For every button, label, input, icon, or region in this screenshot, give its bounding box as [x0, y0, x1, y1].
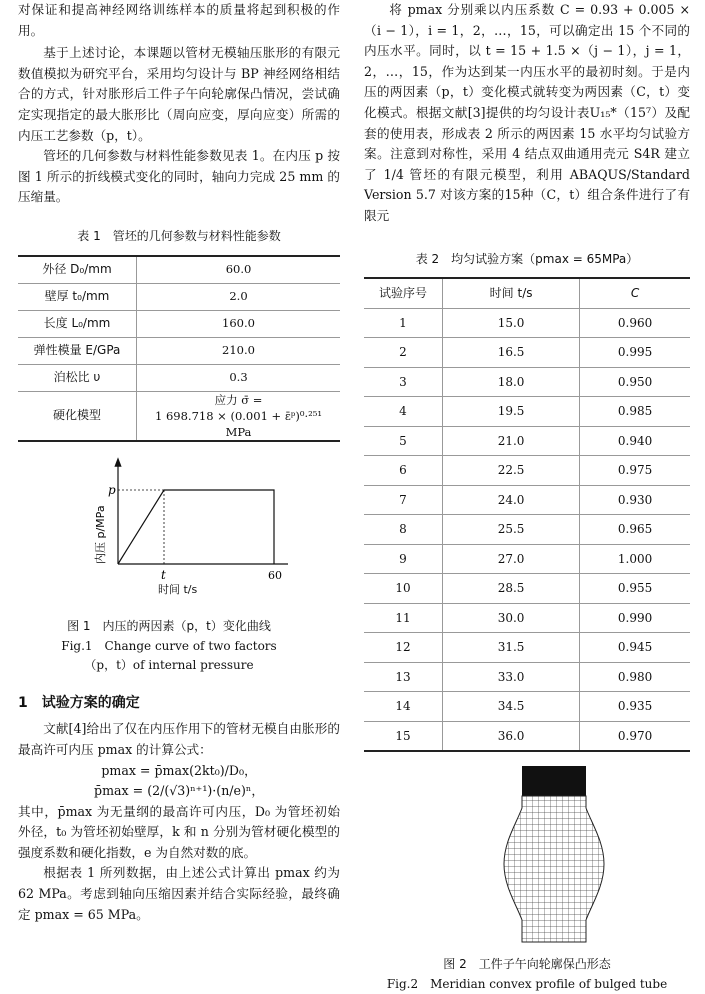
- table-cell: 0.930: [580, 485, 690, 515]
- table-cell: 5: [364, 426, 443, 456]
- table-cell: 0.940: [580, 426, 690, 456]
- table-row: [364, 574, 690, 604]
- table-cell: 13: [364, 662, 443, 692]
- table-cell: 0.980: [580, 662, 690, 692]
- table-row: [364, 338, 690, 368]
- column-header: C: [580, 278, 690, 308]
- table-cell: 硬化模型: [18, 391, 137, 441]
- table-cell: 0.970: [580, 721, 690, 751]
- table-row: [364, 397, 690, 427]
- table-cell: 60.0: [137, 256, 341, 284]
- left-column: [18, 0, 340, 925]
- table-cell: 27.0: [443, 544, 580, 574]
- paragraph: 将 pmax 分别乘以内压系数 C = 0.93 + 0.005 ×（i − 1），i = 1，2，…，15，可以确定出 15 个不同的内压水平。同时，以 t = 15 + 1.5 ×（j − 1），j = 1，2，…，15，作为达到某一内压水平的最初时刻。于是内压的两因素（p，t）变化模式就转变为两因素（C，t）变化模式。根据文献[3]提供的均匀设计表U₁₅*（15⁷）及配套的使用表，形成表 2 所示的两因素 15 水平均匀试验方案。注意到对称性，采用 4 结点双曲通用壳元 S4R 建立了 1/4 管坯的有限元模型，利用 ABAQUS/Standard Version 5.7 对该方案的15种（C，t）组合条件进行了有限元: [364, 2, 690, 223]
- table-cell: 0.965: [580, 515, 690, 545]
- table-row: [364, 603, 690, 633]
- figure1-caption-cn: 图 1 内压的两因素（p，t）变化曲线: [67, 619, 271, 634]
- table-cell: 30.0: [443, 603, 580, 633]
- table-row: [18, 283, 340, 310]
- paragraph: 文献[4]给出了仅在内压作用下的管材无模自由胀形的最高许可内压 pmax 的计算公式：: [18, 721, 340, 757]
- table-row: [364, 308, 690, 338]
- equation: p̄max = (2/(√3)ⁿ⁺¹)·(n/e)ⁿ，: [94, 783, 264, 799]
- table-cell: 19.5: [443, 397, 580, 427]
- column-header: 试验序号: [364, 278, 443, 308]
- section-title: 1 试验方案的确定: [18, 694, 140, 711]
- tube-clamp-top: [522, 766, 586, 796]
- figure1-caption-en: （p，t）of internal pressure: [84, 657, 254, 672]
- table-cell: 160.0: [137, 310, 341, 337]
- paragraph: 根据表 1 所列数据，由上述公式计算出 pmax 约为 62 MPa。考虑到轴向压缩因素并结合实际经验，最终确定 pmax = 65 MPa。: [18, 865, 340, 922]
- table-cell: 长度 L₀/mm: [18, 310, 137, 337]
- table-cell: 2: [364, 338, 443, 368]
- table-cell: 外径 D₀/mm: [18, 256, 137, 284]
- table-cell: 14: [364, 692, 443, 722]
- paragraph: 管坯的几何参数与材料性能参数见表 1。在内压 p 按图 1 所示的折线模式变化的同时，轴向力完成 25 mm 的压缩量。: [18, 148, 340, 205]
- table-cell: 弹性模量 E/GPa: [18, 337, 137, 364]
- table-cell: 1: [364, 308, 443, 338]
- table-cell: 28.5: [443, 574, 580, 604]
- table-row: [364, 544, 690, 574]
- paragraph: 对保证和提高神经网络训练样本的质量将起到积极的作用。: [18, 2, 340, 38]
- figure2-caption-en: Fig.2 Meridian convex profile of bulged tube: [386, 976, 668, 991]
- p-label: p: [108, 482, 116, 497]
- table-cell: 0.990: [580, 603, 690, 633]
- table-cell: 34.5: [443, 692, 580, 722]
- table-cell: 1.000: [580, 544, 690, 574]
- table2-caption: 表 2 均匀试验方案（pmax = 65MPa）: [415, 251, 639, 266]
- paragraph: 基于上述讨论，本课题以管材无模轴压胀形的有限元数值模拟为研究平台，采用均匀设计与 BP 神经网络相结合的方式，针对胀形后工件子午向轮廓保凸情况，尝试确定实现指定的最大胀形比（周向应变，厚向应变）所需的内压工艺参数（p，t）。: [18, 45, 340, 143]
- table-cell: 21.0: [443, 426, 580, 456]
- table-cell: 7: [364, 485, 443, 515]
- paragraph: 其中，p̄max 为无量纲的最高许可内压，D₀ 为管坯初始外径，t₀ 为管坯初始壁厚，k 和 n 分别为管材硬化模型的强度系数和硬化指数，e 为自然对数的底。: [18, 803, 340, 860]
- table-cell: 8: [364, 515, 443, 545]
- table-row: [364, 721, 690, 751]
- table-row: [18, 391, 340, 441]
- column-header: 时间 t/s: [443, 278, 580, 308]
- table-cell: 15: [364, 721, 443, 751]
- table1-caption: 表 1 管坯的几何参数与材料性能参数: [77, 228, 281, 243]
- end-tick-label: 60: [268, 568, 282, 582]
- table-row: [18, 256, 340, 284]
- x-axis-label: 时间 t/s: [158, 582, 198, 596]
- table-cell: 0.995: [580, 338, 690, 368]
- pressure-curve: [118, 490, 274, 564]
- table-cell: 0.985: [580, 397, 690, 427]
- table-cell: 0.3: [137, 364, 341, 391]
- table-row: [364, 515, 690, 545]
- table-cell: 0.935: [580, 692, 690, 722]
- table-cell: 6: [364, 456, 443, 486]
- table1: [18, 255, 340, 442]
- table-row: [364, 662, 690, 692]
- right-column: [364, 0, 690, 994]
- table-cell: 4: [364, 397, 443, 427]
- table-cell: 0.950: [580, 367, 690, 397]
- figure1-caption-en: Fig.1 Change curve of two factors: [61, 638, 277, 653]
- table-cell: 18.0: [443, 367, 580, 397]
- table-cell: 9: [364, 544, 443, 574]
- table-row: [364, 692, 690, 722]
- table-row: [18, 337, 340, 364]
- table-row: [364, 485, 690, 515]
- table-cell: 31.5: [443, 633, 580, 663]
- tube-mesh: [504, 796, 604, 942]
- table-cell: 10: [364, 574, 443, 604]
- table-header-row: [364, 278, 690, 308]
- table-cell: 33.0: [443, 662, 580, 692]
- table-cell: 2.0: [137, 283, 341, 310]
- equation: pmax = p̄max(2kt₀)/D₀，: [101, 762, 257, 778]
- table-cell: 0.960: [580, 308, 690, 338]
- table-cell: 壁厚 t₀/mm: [18, 283, 137, 310]
- table-cell: 24.0: [443, 485, 580, 515]
- table-row: [18, 364, 340, 391]
- y-axis-label: 内压 p/MPa: [94, 504, 107, 564]
- table-cell: 12: [364, 633, 443, 663]
- table-row: [364, 456, 690, 486]
- table2: [364, 277, 690, 752]
- table-cell: 0.945: [580, 633, 690, 663]
- figure2-bulged-tube: [364, 764, 690, 944]
- hardening-formula-line2: 1 698.718 × (0.001 + ε̄ᵖ)⁰·²⁵¹ MPa: [155, 408, 322, 439]
- table-row: [364, 633, 690, 663]
- table-cell: 22.5: [443, 456, 580, 486]
- hardening-formula-line1: 应力 σ̄ =: [214, 392, 263, 407]
- table-cell: 3: [364, 367, 443, 397]
- table-cell: 16.5: [443, 338, 580, 368]
- table-cell: 36.0: [443, 721, 580, 751]
- table-cell: 15.0: [443, 308, 580, 338]
- figure1-plot: [18, 454, 340, 586]
- table-cell: [137, 391, 341, 441]
- figure2-caption-cn: 图 2 工件子午向轮廓保凸形态: [443, 957, 611, 972]
- table-row: [364, 426, 690, 456]
- table-cell: 0.955: [580, 574, 690, 604]
- table-cell: 0.975: [580, 456, 690, 486]
- t-label: t: [161, 567, 166, 582]
- table-row: [18, 310, 340, 337]
- table-cell: 11: [364, 603, 443, 633]
- table-cell: 25.5: [443, 515, 580, 545]
- table-row: [364, 367, 690, 397]
- table-cell: 210.0: [137, 337, 341, 364]
- table-cell: 泊松比 υ: [18, 364, 137, 391]
